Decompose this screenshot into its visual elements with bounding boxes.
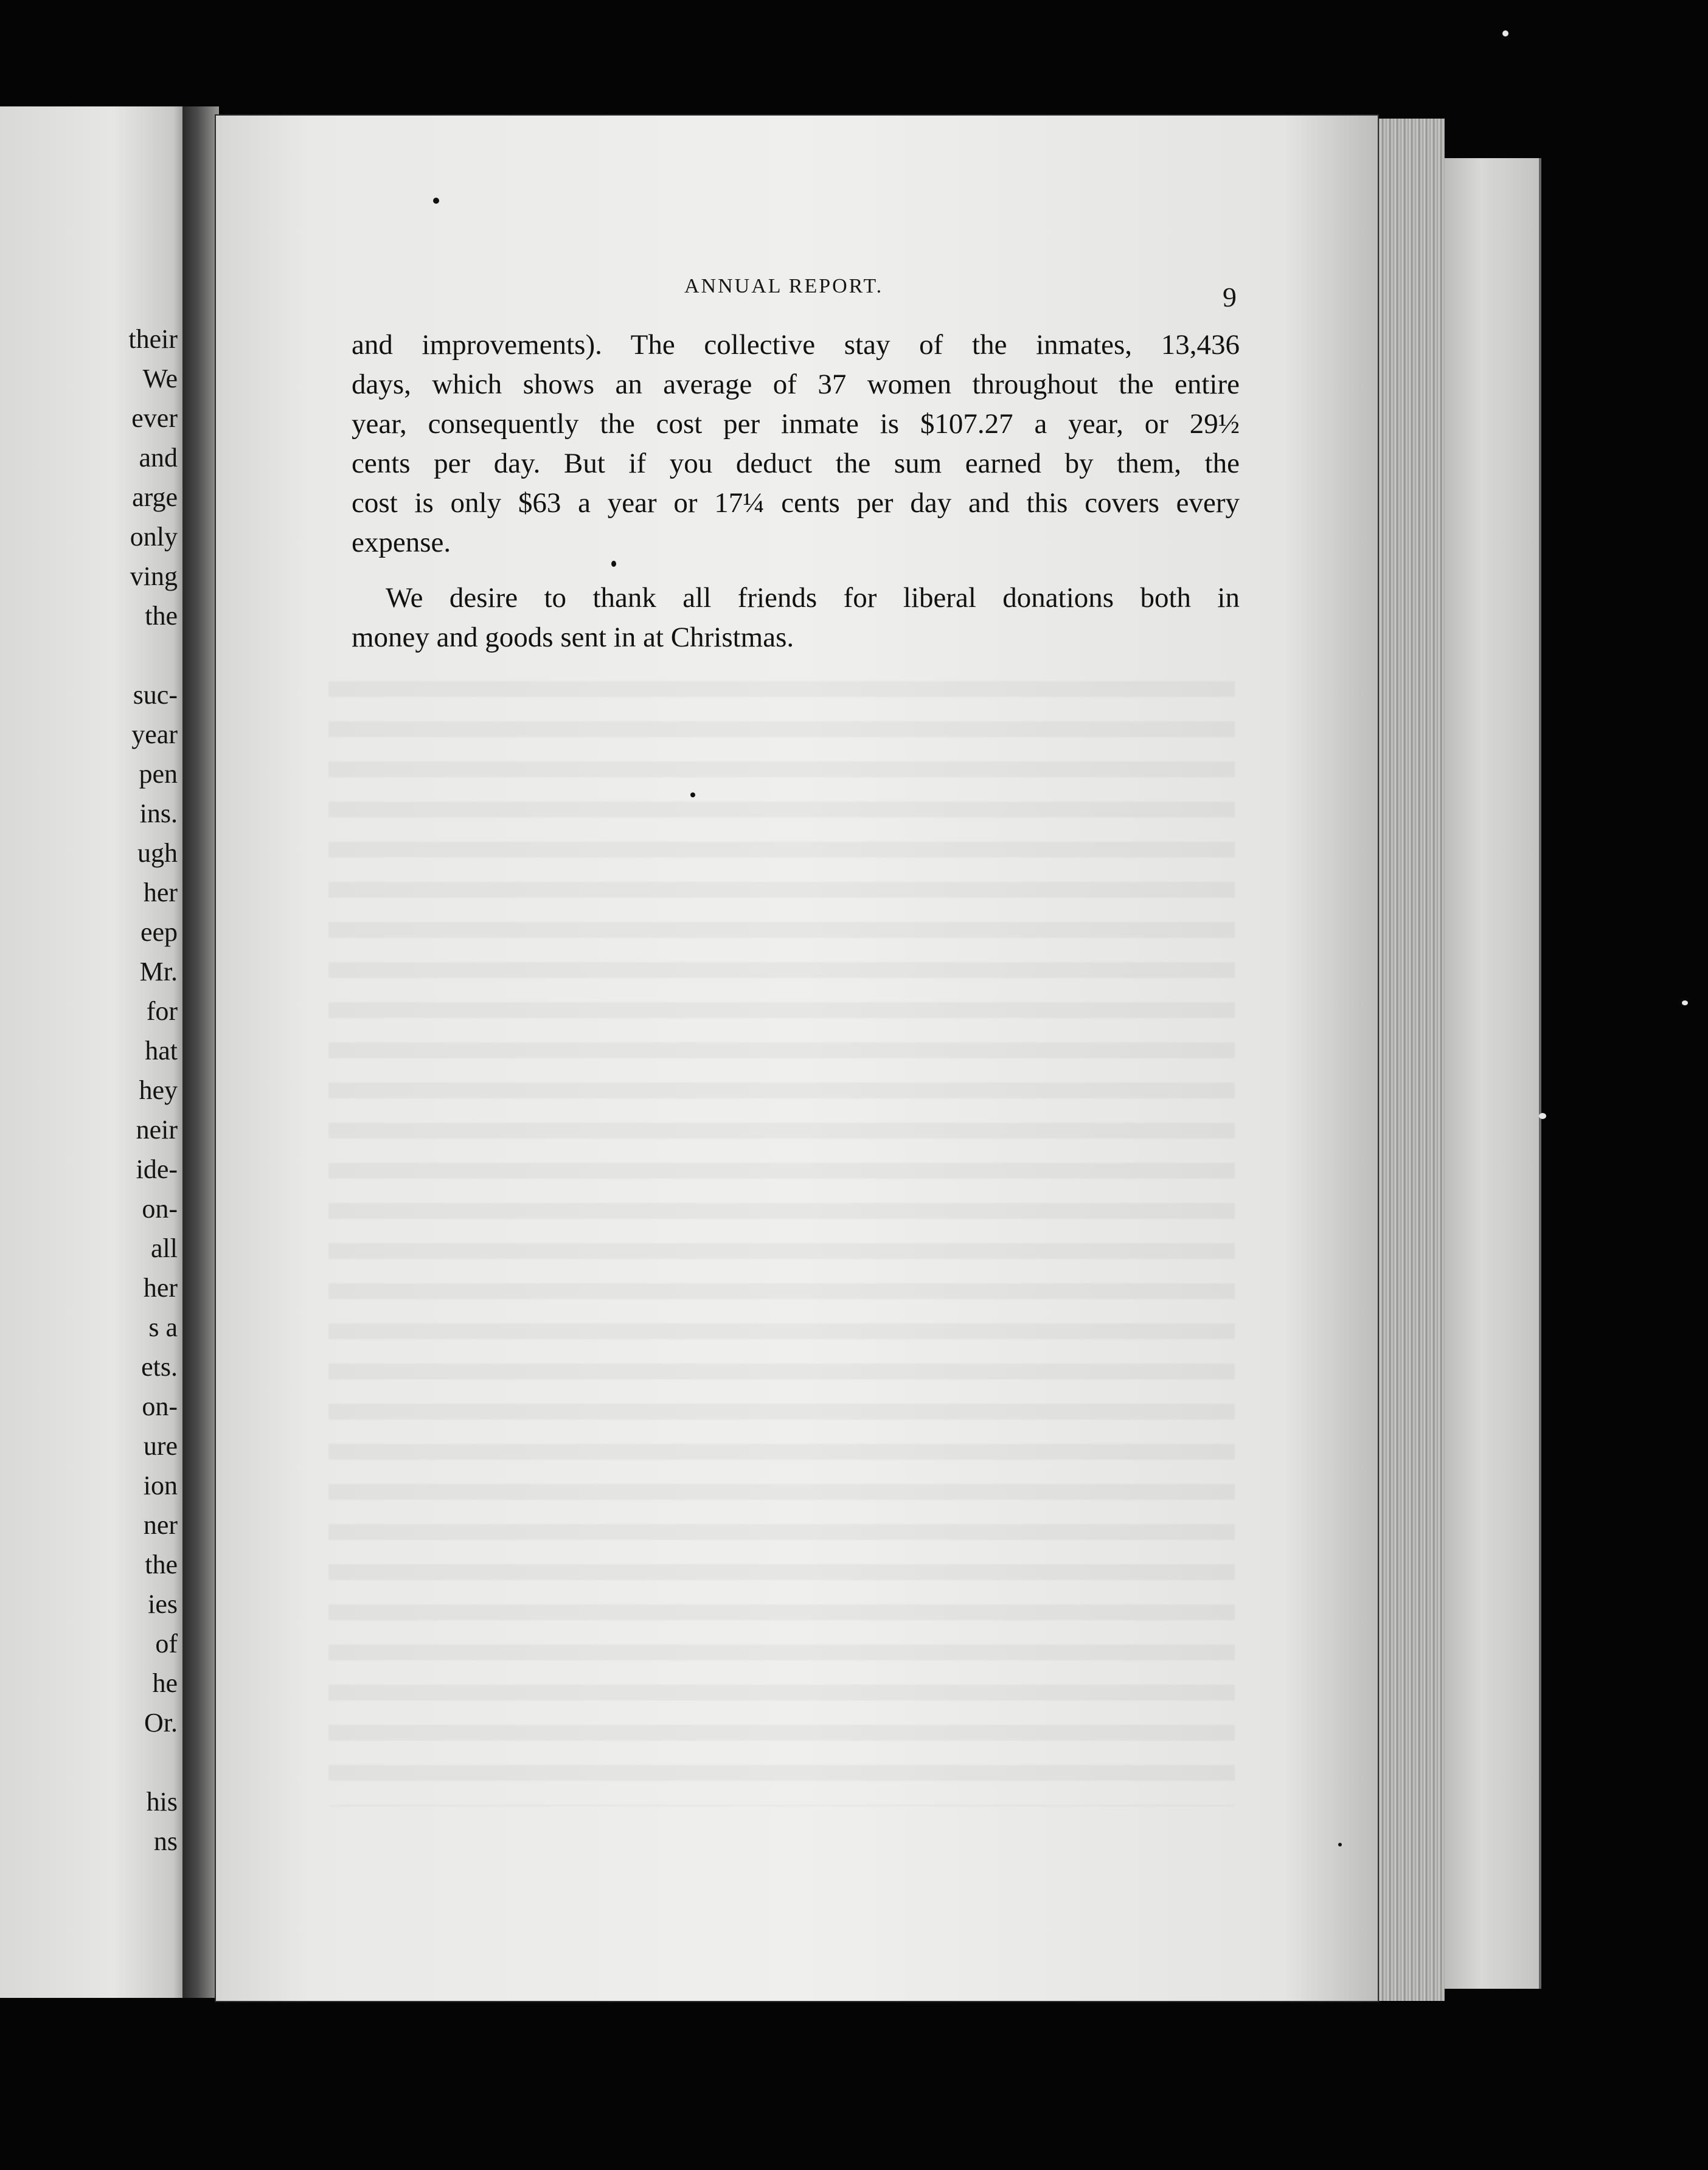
running-head: ANNUAL REPORT. [684, 275, 884, 297]
left-fragment: ving [130, 561, 178, 591]
text-line: cost is only $63 a year or 17¼ cents per day and this covers every [352, 487, 1240, 519]
left-fragment: ure [143, 1431, 178, 1461]
text-line: expense. [352, 527, 451, 558]
left-facing-page [0, 106, 189, 1998]
left-fragment: for [146, 996, 178, 1026]
left-fragment: arge [132, 482, 178, 512]
left-fragment: and [139, 443, 178, 473]
left-fragment: on- [142, 1194, 178, 1224]
left-fragment: her [143, 1273, 178, 1303]
dust-speck [1682, 1000, 1688, 1005]
ink-speck [433, 198, 439, 204]
left-fragment: year [131, 719, 178, 749]
left-fragment: the [145, 1550, 178, 1579]
left-fragment: Mr. [139, 957, 178, 986]
left-fragment [0, 1742, 178, 1782]
left-fragment: her [143, 878, 178, 907]
left-page-text-fragments [0, 319, 178, 1861]
left-fragment: only [130, 522, 178, 552]
left-fragment: of [155, 1629, 178, 1659]
left-fragment: ide- [136, 1154, 178, 1184]
left-fragment: ever [131, 403, 178, 433]
text-line: year, consequently the cost per inmate is $107.27 a year, or 29½ [352, 408, 1240, 440]
left-fragment: neir [136, 1115, 178, 1145]
ink-speck [1338, 1843, 1342, 1846]
left-fragment: ies [148, 1589, 178, 1619]
left-fragment: ner [143, 1510, 178, 1540]
book-gutter [182, 106, 219, 1998]
dust-speck [1539, 1113, 1546, 1119]
show-through-text [328, 681, 1235, 1806]
text-line: and improvements). The collective stay of the inmates, 13,436 [352, 329, 1240, 361]
body-text [352, 325, 1240, 657]
back-cover-edge [1442, 158, 1541, 1989]
ink-speck [611, 561, 616, 567]
text-line: money and goods sent in at Christmas. [352, 622, 794, 653]
left-fragment: their [128, 324, 178, 354]
ink-speck [690, 792, 695, 797]
left-fragment: pen [139, 759, 178, 789]
left-fragment: ion [143, 1471, 178, 1500]
text-line: cents per day. But if you deduct the sum earned by them, the [352, 448, 1240, 479]
text-line: days, which shows an average of 37 women throughout the entire [352, 369, 1240, 400]
left-fragment: all [151, 1233, 178, 1263]
left-fragment: hat [145, 1036, 178, 1066]
left-fragment: hey [139, 1075, 178, 1105]
left-fragment: s a [148, 1312, 178, 1342]
left-fragment: suc- [133, 680, 178, 710]
paragraph-2 [352, 578, 1240, 657]
left-fragment: ins. [139, 799, 178, 828]
left-fragment: eep [140, 917, 178, 947]
left-fragment: We [142, 364, 178, 393]
left-fragment: the [145, 601, 178, 631]
left-fragment: he [152, 1668, 178, 1698]
dust-speck [1502, 30, 1508, 36]
left-fragment: ns [153, 1826, 178, 1856]
left-fragment: on- [142, 1392, 178, 1421]
left-fragment: ugh [137, 838, 178, 868]
left-fragment [0, 636, 178, 675]
left-fragment: his [146, 1787, 178, 1817]
text-line: We desire to thank all friends for liberal donations both in [386, 582, 1240, 614]
left-fragment: Or. [144, 1708, 178, 1738]
left-fragment: ets. [141, 1352, 178, 1382]
page-number: 9 [1223, 282, 1237, 313]
stacked-page-edges [1372, 119, 1445, 2001]
paragraph-1 [352, 325, 1240, 563]
